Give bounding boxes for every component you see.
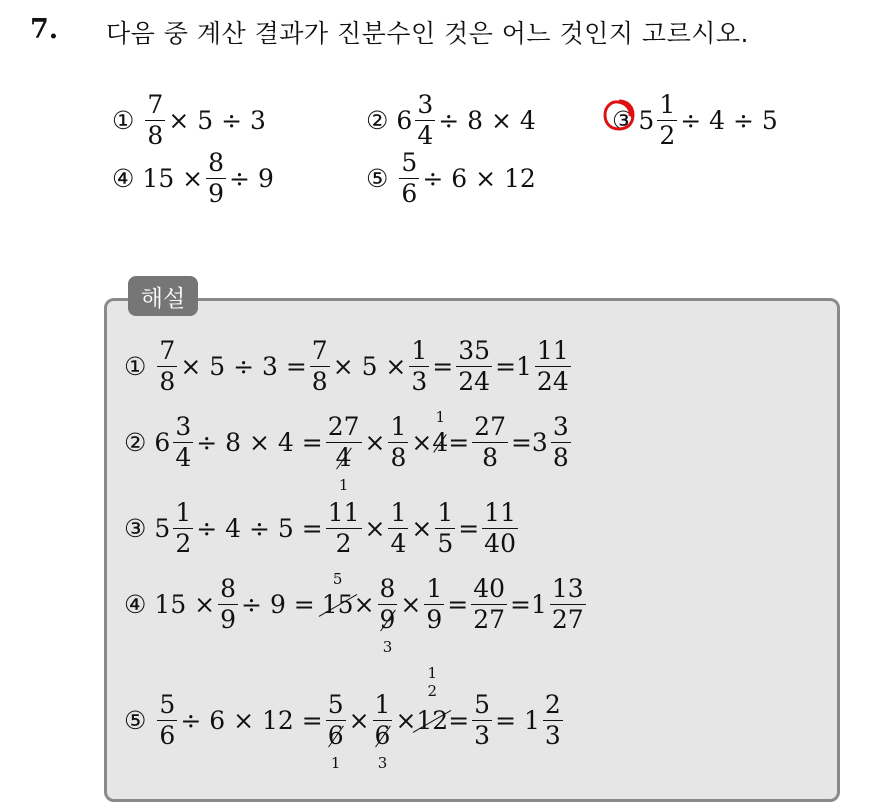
cancelled-denominator: 9 3	[379, 605, 396, 656]
solution-1	[124, 338, 574, 396]
solution-4-mark: ④	[124, 590, 147, 620]
fraction: $\frac{1}{5}$	[437, 498, 454, 559]
option-3-mark: ③	[612, 106, 635, 136]
solution-tag: 해설	[128, 276, 198, 316]
option-5-mark: ⑤	[366, 164, 389, 194]
option-1-mark: ①	[112, 106, 135, 136]
mixed-whole: 6	[396, 106, 413, 136]
option-3-ops: ÷ 4 ÷ 5	[680, 106, 778, 136]
option-4-ops: ÷ 9	[229, 164, 274, 194]
ops: =1	[495, 352, 532, 382]
fraction: 1 6 3	[374, 690, 391, 772]
ops: ÷ 9 =	[241, 590, 315, 620]
fraction: $\frac{1}{4}$	[390, 498, 407, 559]
fraction: $\frac{11}{2}$	[327, 498, 360, 559]
cancelled-denominator: 4 1	[335, 443, 352, 494]
ops: ×	[364, 514, 386, 544]
option-2-mark: ②	[366, 106, 389, 136]
fraction: $\frac{1}{9}$	[426, 574, 443, 635]
ops: 15 ×	[154, 590, 216, 620]
solution-5	[124, 664, 566, 772]
fraction: $\frac{5}{3}$	[474, 690, 491, 751]
fraction: $\frac{11}{40}$	[484, 498, 516, 559]
cancelled-number: 4 1	[432, 408, 449, 458]
fraction: $\frac{3}{4}$	[175, 412, 192, 473]
option-4-mark: ④	[112, 164, 135, 194]
fraction: $\frac{5}{6}$	[401, 148, 418, 209]
fraction: $\frac{13}{27}$	[551, 574, 584, 635]
option-1-ops: × 5 ÷ 3	[168, 106, 266, 136]
solution-2	[124, 408, 574, 494]
cancelled-denominator: 6 1	[327, 721, 344, 772]
fraction: $\frac{11}{24}$	[536, 336, 569, 397]
question-number: 7.	[30, 14, 59, 45]
question-text: 다음 중 계산 결과가 진분수인 것은 어느 것인지 고르시오.	[106, 19, 749, 48]
fraction: $\frac{8}{9}$	[220, 574, 237, 635]
red-circle-mark-icon	[602, 98, 636, 132]
ops: ÷ 8 × 4 =	[196, 428, 323, 458]
cancelled-number: 12 2 1	[416, 664, 449, 736]
ops: =	[447, 590, 469, 620]
solution-3-mark: ③	[124, 514, 147, 544]
option-3[interactable]	[612, 92, 778, 150]
option-3-mark-wrap	[612, 106, 635, 136]
option-4-pre: 15 ×	[142, 164, 204, 194]
fraction: $\frac{5}{6}$	[159, 690, 176, 751]
option-2[interactable]	[366, 92, 536, 150]
option-5[interactable]	[366, 150, 536, 208]
solution-4	[124, 570, 589, 656]
fraction: $\frac{1}{8}$	[390, 412, 407, 473]
solution-5-mark: ⑤	[124, 706, 147, 736]
cancelled-denominator: 6 3	[374, 721, 391, 772]
fraction: 27 4 1	[327, 412, 360, 494]
solution-2-mark: ②	[124, 428, 147, 458]
fraction: $\frac{1}{2}$	[659, 90, 676, 151]
option-2-ops: ÷ 8 × 4	[438, 106, 536, 136]
fraction: $\frac{27}{8}$	[474, 412, 506, 473]
fraction: $\frac{40}{27}$	[473, 574, 506, 635]
ops: ×	[400, 590, 422, 620]
mixed-whole: 5	[638, 106, 655, 136]
fraction: $\frac{8}{9}$	[208, 148, 225, 209]
ops: ×	[364, 428, 386, 458]
ops: ×	[411, 514, 433, 544]
mixed-whole: 5	[154, 514, 171, 544]
fraction: $\frac{3}{8}$	[552, 412, 569, 473]
fraction: $\frac{2}{3}$	[544, 690, 561, 751]
option-1[interactable]	[112, 92, 266, 150]
ops: =3	[510, 428, 548, 458]
fraction: $\frac{35}{24}$	[458, 336, 491, 397]
ops: =	[432, 352, 454, 382]
ops: =	[458, 514, 480, 544]
solution-1-mark: ①	[124, 352, 147, 382]
ops: × 5 ÷ 3 =	[180, 352, 307, 382]
fraction: $\frac{3}{4}$	[417, 90, 434, 151]
ops: ×	[353, 590, 375, 620]
fraction: $\frac{7}{8}$	[147, 90, 164, 151]
cancelled-number: 15 5	[321, 570, 354, 620]
ops: =1	[510, 590, 547, 620]
ops: =	[448, 706, 470, 736]
ops: ×	[348, 706, 370, 736]
ops: = 1	[495, 706, 540, 736]
fraction: $\frac{1}{3}$	[411, 336, 428, 397]
option-4[interactable]	[112, 150, 274, 208]
fraction: $\frac{1}{2}$	[175, 498, 192, 559]
option-5-ops: ÷ 6 × 12	[422, 164, 536, 194]
ops: =	[448, 428, 470, 458]
ops: ×	[411, 428, 433, 458]
ops: ÷ 6 × 12 =	[180, 706, 323, 736]
fraction: $\frac{7}{8}$	[159, 336, 176, 397]
ops: ÷ 4 ÷ 5 =	[196, 514, 323, 544]
solution-3	[124, 500, 521, 558]
fraction: 5 6 1	[327, 690, 344, 772]
ops: ×	[395, 706, 417, 736]
fraction: $\frac{7}{8}$	[311, 336, 328, 397]
mixed-whole: 6	[154, 428, 171, 458]
fraction: 8 9 3	[379, 574, 396, 656]
ops: × 5 ×	[332, 352, 407, 382]
